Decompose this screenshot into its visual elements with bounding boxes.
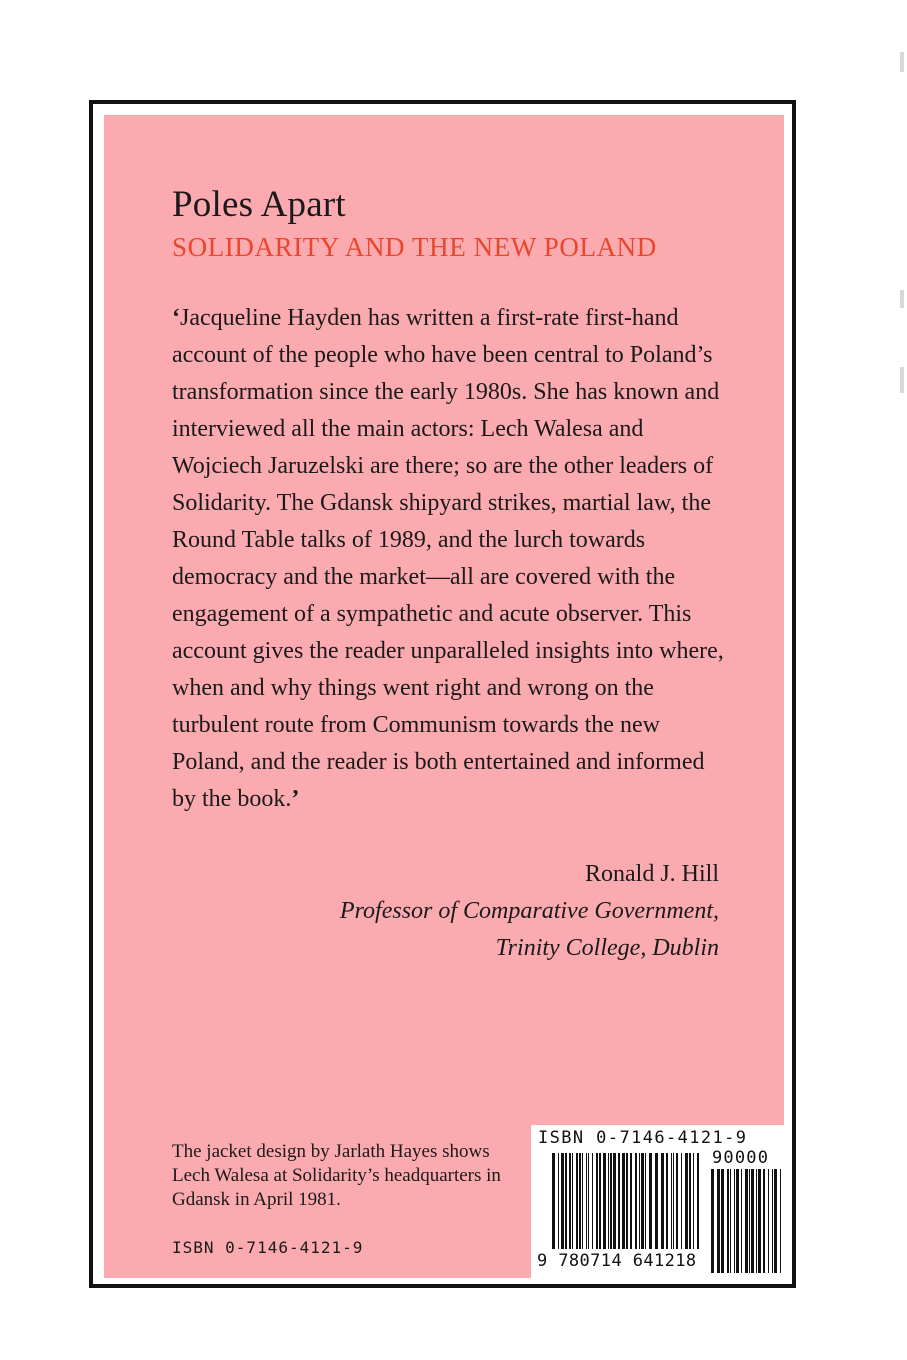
barcode-bar: [569, 1153, 571, 1249]
barcode-bar: [745, 1169, 748, 1273]
book-subtitle: SOLIDARITY AND THE NEW POLAND: [172, 232, 657, 262]
attribution-institution: Trinity College, Dublin: [495, 935, 719, 961]
page-edge-mark: [900, 52, 904, 72]
barcode-bar: [608, 1153, 609, 1249]
barcode-bar: [613, 1153, 616, 1249]
blurb-text: Jacqueline Hayden has written a first-rate first-hand account of the people who have been central to Poland’s transformation since the early 1980s. She has known and interviewed all the main actors: Lech Walesa and Wojciech Jaruzelski are there; so are the other leaders of Solidarity. The Gdansk shipyard strikes, martial law, the Round Table talks of 1989, and the lurch towards democracy and the market—all are covered with the engagement of a sympathetic and acute observer. This account gives the reader unparalleled insights into where, when and why things went right and wrong on the turbulent route from Communism towards the new Poland, and the reader is both entertained and informed by the book.: [172, 305, 724, 812]
barcode-main-bars: [552, 1153, 699, 1249]
barcode-bar: [655, 1153, 658, 1249]
barcode-bar: [641, 1153, 644, 1249]
barcode-bar: [558, 1153, 559, 1249]
barcode-bar: [763, 1169, 765, 1273]
page-edge-mark: [900, 367, 904, 393]
barcode-bar: [676, 1153, 678, 1249]
barcode-bar: [711, 1169, 714, 1273]
barcode-bar: [610, 1153, 612, 1249]
close-quote-mark: ’: [291, 786, 300, 812]
barcode-bar: [681, 1153, 682, 1249]
barcode-price-code: 90000: [712, 1148, 770, 1168]
barcode-bar: [588, 1153, 589, 1249]
barcode-bar: [649, 1153, 652, 1249]
barcode-bar: [565, 1153, 567, 1249]
barcode-bar: [592, 1153, 593, 1249]
barcode-bar: [618, 1153, 620, 1249]
barcode-bar: [673, 1153, 674, 1249]
barcode-bar: [603, 1153, 606, 1249]
barcode-bar: [749, 1169, 750, 1273]
barcode-bar: [561, 1153, 564, 1249]
barcode-bar: [741, 1169, 742, 1273]
barcode-bar: [717, 1169, 720, 1273]
blurb-attribution: [340, 856, 719, 967]
barcode-bar: [693, 1153, 694, 1249]
barcode-bar: [780, 1169, 781, 1273]
attribution-role: Professor of Comparative Government,: [339, 898, 719, 924]
barcode-isbn: ISBN 0-7146-4121-9: [538, 1128, 748, 1148]
barcode-bar: [666, 1153, 668, 1249]
barcode-bar: [751, 1169, 754, 1273]
barcode-bar: [727, 1169, 729, 1273]
barcode-bar: [639, 1153, 640, 1249]
barcode-bar: [622, 1153, 625, 1249]
barcode-bar: [572, 1153, 573, 1249]
barcode-bar: [721, 1169, 724, 1273]
barcode-bar: [626, 1153, 628, 1249]
attribution-name: Ronald J. Hill: [584, 861, 719, 887]
barcode-bar: [596, 1153, 598, 1249]
barcode-bar: [576, 1153, 578, 1249]
barcode-bar: [552, 1153, 555, 1249]
blurb-quote: [172, 300, 732, 818]
barcode-bar: [768, 1169, 769, 1273]
barcode-addon-bars: [711, 1169, 782, 1273]
barcode-bar: [736, 1169, 739, 1273]
barcode-bar: [772, 1169, 773, 1273]
book-title: Poles Apart: [172, 184, 346, 225]
open-quote-mark: ‘: [172, 305, 180, 331]
barcode-bar: [697, 1153, 699, 1249]
barcode-bar: [586, 1153, 587, 1249]
barcode-ean-digits: 9 780714 641218: [537, 1251, 697, 1271]
barcode-bar: [599, 1153, 601, 1249]
isbn-text: ISBN 0-7146-4121-9: [172, 1238, 364, 1257]
page-edge-mark: [900, 290, 904, 308]
barcode-bar: [661, 1153, 664, 1249]
barcode-bar: [730, 1169, 731, 1273]
barcode-bar: [635, 1153, 637, 1249]
barcode-bar: [645, 1153, 646, 1249]
barcode-bar: [756, 1169, 757, 1273]
barcode-bar: [671, 1153, 672, 1249]
barcode-bar: [689, 1153, 691, 1249]
barcode-bar: [582, 1153, 583, 1249]
barcode-bar: [685, 1153, 688, 1249]
barcode-bar: [774, 1169, 777, 1273]
barcode-bar: [630, 1153, 632, 1249]
barcode-bar: [758, 1169, 761, 1273]
barcode-bar: [734, 1169, 735, 1273]
barcode-bar: [579, 1153, 581, 1249]
jacket-credit: The jacket design by Jarlath Hayes shows Lech Walesa at Solidarity’s headquarters in Gdansk in April 1981.: [172, 1141, 501, 1210]
